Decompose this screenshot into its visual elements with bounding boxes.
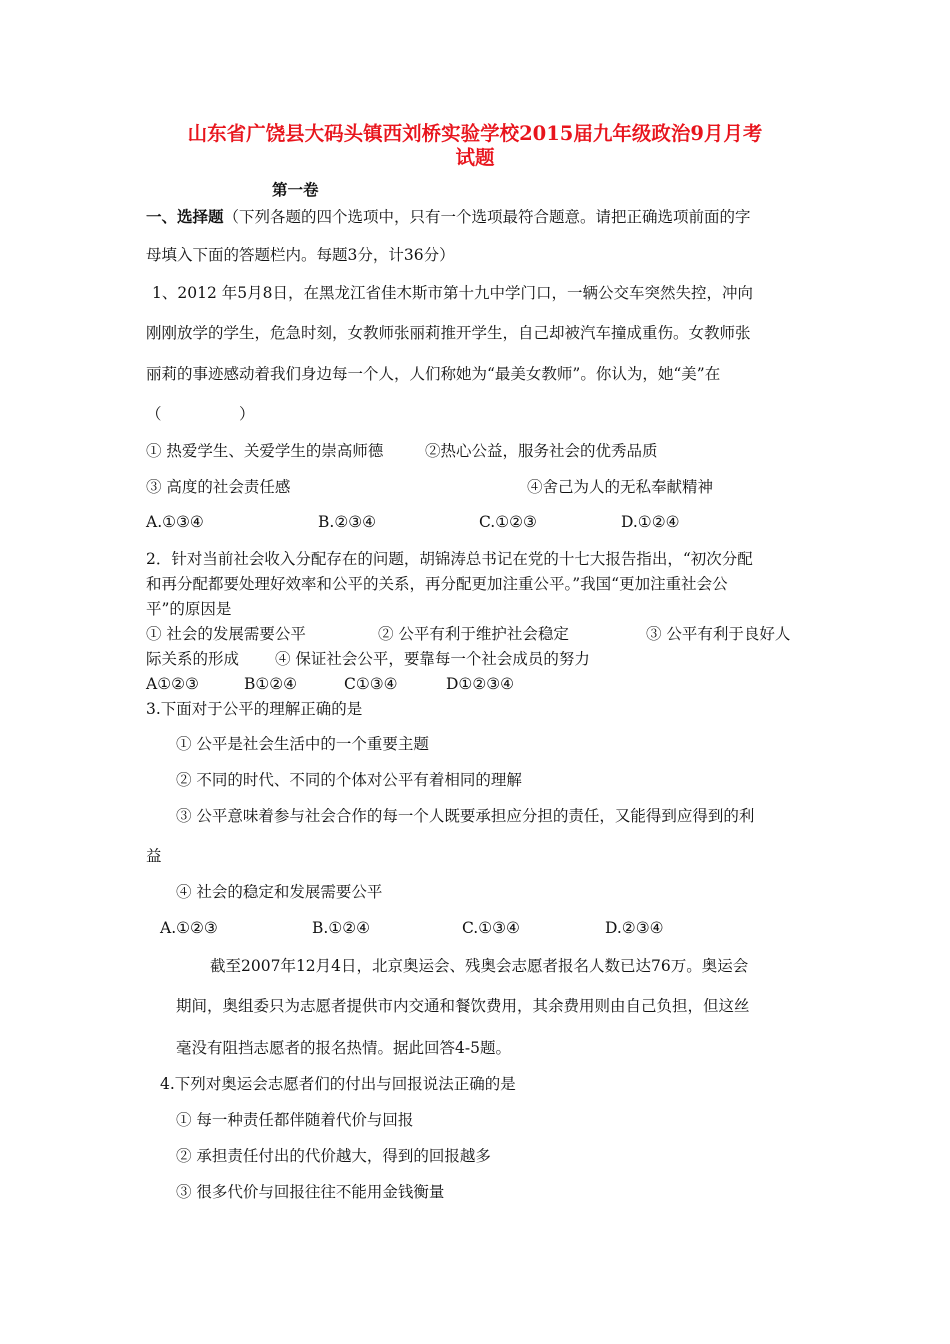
q1-stem-line-2: 刚刚放学的学生，危急时刻，女教师张丽莉推开学生，自己却被汽车撞成重伤。女教师张 xyxy=(146,324,751,342)
q3-choice-b: B.①②④ xyxy=(312,919,371,937)
volume-label: 第一卷 xyxy=(272,180,319,199)
q1-option-2: ②热心公益，服务社会的优秀品质 xyxy=(425,442,658,460)
q3-option-4: ④ 社会的稳定和发展需要公平 xyxy=(176,883,383,901)
q1-choice-d: D.①②④ xyxy=(621,513,680,531)
q3-stem: 3.下面对于公平的理解正确的是 xyxy=(146,700,363,718)
q1-option-4: ④舍己为人的无私奉献精神 xyxy=(527,478,714,496)
q4-option-3: ③ 很多代价与回报往往不能用金钱衡量 xyxy=(176,1183,445,1201)
title-line-2: 试题 xyxy=(455,146,495,169)
q2-option-1: ① 社会的发展需要公平 xyxy=(146,625,306,643)
material-line-3: 毫没有阻挡志愿者的报名热情。据此回答4-5题。 xyxy=(176,1039,511,1057)
q3-option-2: ② 不同的时代、不同的个体对公平有着相同的理解 xyxy=(176,771,522,789)
q3-option-3-line-2: 益 xyxy=(146,847,162,865)
q4-option-1: ① 每一种责任都伴随着代价与回报 xyxy=(176,1111,414,1129)
q2-option-3-continued: 际关系的形成 xyxy=(146,650,240,668)
q1-choice-a: A.①③④ xyxy=(146,513,204,531)
q4-option-2: ② 承担责任付出的代价越大，得到的回报越多 xyxy=(176,1147,491,1165)
section-instructions-line-2: 母填入下面的答题栏内。每题3分，计36分） xyxy=(146,246,455,264)
q3-choice-a: A.①②③ xyxy=(160,919,218,937)
q1-stem-line-3: 丽莉的事迹感动着我们身边每一个人，人们称她为“最美女教师”。你认为，她“美”在 xyxy=(146,365,721,383)
section-heading: 一、选择题 xyxy=(146,207,224,226)
material-line-2: 期间，奥组委只为志愿者提供市内交通和餐饮费用，其余费用则由自己负担，但这丝 xyxy=(176,997,750,1015)
q1-answer-blank: （ ） xyxy=(146,405,255,423)
section-instructions xyxy=(146,207,751,227)
q2-option-4: ④ 保证社会公平，要靠每一个社会成员的努力 xyxy=(275,650,590,668)
q2-option-2: ② 公平有利于维护社会稳定 xyxy=(378,625,569,643)
q1-option-1: ① 热爱学生、关爱学生的崇高师德 xyxy=(146,442,384,460)
q1-choice-b: B.②③④ xyxy=(318,513,377,531)
title-line-1: 山东省广饶县大码头镇西刘桥实验学校2015届九年级政治9月月考 xyxy=(187,122,763,145)
q1-stem-line-1: 1、2012 年5月8日，在黑龙江省佳木斯市第十九中学门口，一辆公交车突然失控，冲向 xyxy=(152,284,753,302)
q4-stem: 4.下列对奥运会志愿者们的付出与回报说法正确的是 xyxy=(160,1075,516,1093)
document-title xyxy=(140,122,810,170)
q2-choice-d: D①②③④ xyxy=(446,675,515,693)
q2-choice-c: C①③④ xyxy=(344,675,398,693)
q2-choice-a: A①②③ xyxy=(146,675,199,693)
q3-option-3-line-1: ③ 公平意味着参与社会合作的每一个人既要承担应分担的责任，又能得到应得到的利 xyxy=(176,807,755,825)
q2-stem-line-1: 2．针对当前社会收入分配存在的问题，胡锦涛总书记在党的十七大报告指出，“初次分配 xyxy=(146,550,753,568)
q3-option-1: ① 公平是社会生活中的一个重要主题 xyxy=(176,735,429,753)
q1-option-3: ③ 高度的社会责任感 xyxy=(146,478,291,496)
material-line-1: 截至2007年12月4日，北京奥运会、残奥会志愿者报名人数已达76万。奥运会 xyxy=(210,957,749,975)
q2-stem-line-3: 平”的原因是 xyxy=(146,600,232,618)
q3-choice-c: C.①③④ xyxy=(462,919,520,937)
q2-choice-b: B①②④ xyxy=(244,675,298,693)
q1-choice-c: C.①②③ xyxy=(479,513,537,531)
q2-option-3: ③ 公平有利于良好人 xyxy=(646,625,791,643)
section-instructions-line-1: （下列各题的四个选项中，只有一个选项最符合题意。请把正确选项前面的字 xyxy=(223,208,751,226)
q3-choice-d: D.②③④ xyxy=(605,919,664,937)
q2-stem-line-2: 和再分配都要处理好效率和公平的关系，再分配更加注重公平。”我国“更加注重社会公 xyxy=(146,575,728,593)
